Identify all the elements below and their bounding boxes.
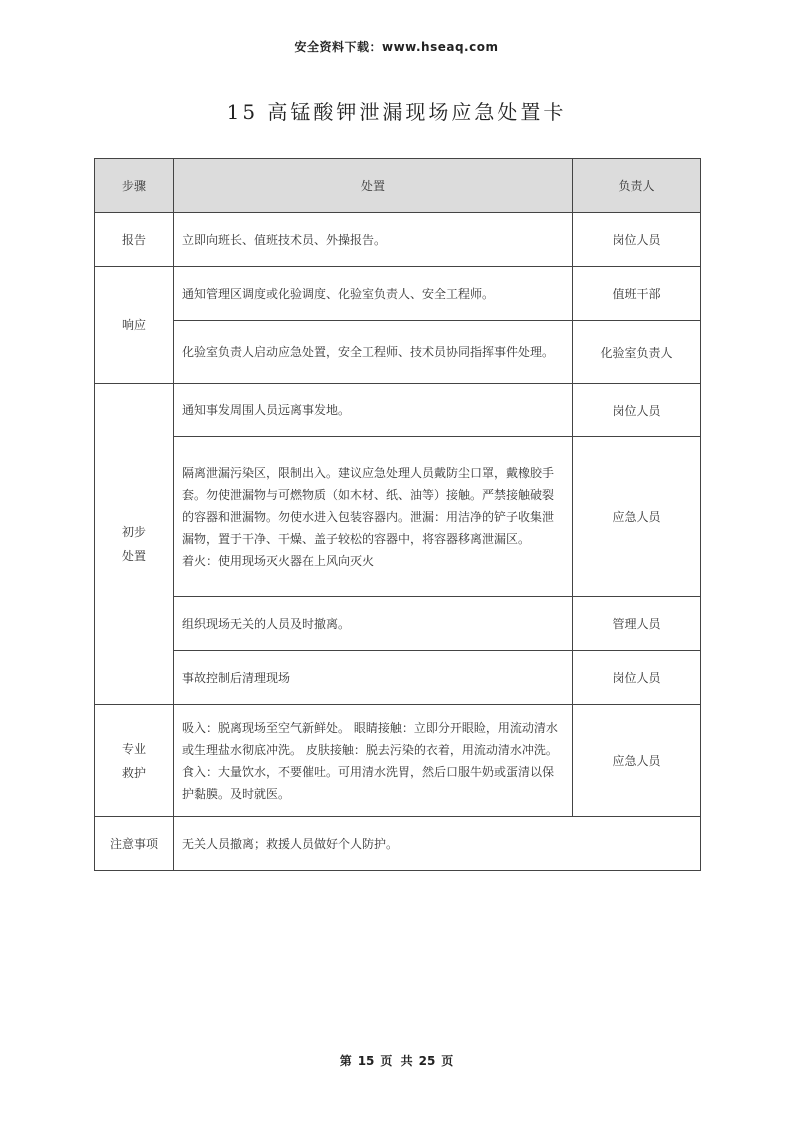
table-row xyxy=(95,597,701,651)
owner-cell: 岗位人员 xyxy=(573,651,701,705)
table-row xyxy=(95,437,701,597)
page-header-source: 安全资料下载：www.hseaq.com xyxy=(294,40,499,54)
table-row xyxy=(95,213,701,267)
action-cell: 立即向班长、值班技术员、外操报告。 xyxy=(174,213,573,267)
step-initial-line1: 初步 xyxy=(121,525,146,539)
footer-suffix: 页 xyxy=(441,1054,454,1068)
table-row xyxy=(95,384,701,437)
action-cell: 事故控制后清理现场 xyxy=(174,651,573,705)
owner-cell: 岗位人员 xyxy=(573,384,701,437)
step-response: 响应 xyxy=(95,267,174,384)
action-cell: 通知事发周围人员远离事发地。 xyxy=(174,384,573,437)
step-rescue-line2: 救护 xyxy=(121,765,146,780)
column-header-step: 步骤 xyxy=(95,159,174,213)
table-row xyxy=(95,817,701,871)
step-professional-rescue xyxy=(95,705,174,817)
action-cell: 组织现场无关的人员及时撤离。 xyxy=(174,597,573,651)
page-title: 15 高锰酸钾泄漏现场应急处置卡 xyxy=(226,100,567,124)
footer-total: 25 xyxy=(418,1054,436,1068)
table-row xyxy=(95,321,701,384)
step-initial-line2: 处置 xyxy=(121,549,146,563)
owner-cell: 应急人员 xyxy=(573,705,701,817)
table-row xyxy=(95,705,701,817)
table-row xyxy=(95,267,701,321)
step-report: 报告 xyxy=(95,213,174,267)
step-notes: 注意事项 xyxy=(95,817,174,871)
action-cell: 化验室负责人启动应急处置，安全工程师、技术员协同指挥事件处理。 xyxy=(174,321,573,384)
owner-cell: 化验室负责人 xyxy=(573,321,701,384)
footer-prefix: 第 xyxy=(339,1054,352,1068)
action-cell: 通知管理区调度或化验调度、化验室负责人、安全工程师。 xyxy=(174,267,573,321)
step-rescue-line1: 专业 xyxy=(121,741,146,756)
isolation-text: 隔离泄漏污染区，限制出入。建议应急处理人员戴防尘口罩，戴橡胶手套。勿使泄漏物与可燃物质（如木材、纸、油等）接触。严禁接触破裂的容器和泄漏物。勿使水进入包装容器内。泄漏：用洁净的铲子收集泄漏物，置于干净、干燥、盖子较松的容器中，将容器移离泄漏区。 xyxy=(182,465,555,546)
table-row xyxy=(95,651,701,705)
owner-cell: 应急人员 xyxy=(573,437,701,597)
action-cell xyxy=(174,437,573,597)
owner-cell: 值班干部 xyxy=(573,267,701,321)
owner-cell: 管理人员 xyxy=(573,597,701,651)
column-header-owner: 负责人 xyxy=(573,159,701,213)
footer-page: 15 xyxy=(357,1054,375,1068)
step-initial-response xyxy=(95,384,174,705)
emergency-card-table xyxy=(94,158,701,871)
fire-instruction: 着火：使用现场灭火器在上风向灭火 xyxy=(182,553,375,568)
page-number-footer xyxy=(0,1052,793,1069)
table-header-row xyxy=(95,159,701,213)
notes-text: 无关人员撤离；救援人员做好个人防护。 xyxy=(174,817,701,871)
action-cell: 吸入：脱离现场至空气新鲜处。 眼睛接触：立即分开眼睑，用流动清水或生理盐水彻底冲洗。 皮肤接触：脱去污染的衣着，用流动清水冲洗。 食入：大量饮水，不要催吐。可用清水洗胃，然后口服牛奶或蛋清以保护黏膜。及时就医。 xyxy=(174,705,573,817)
owner-cell: 岗位人员 xyxy=(573,213,701,267)
footer-middle: 页 共 xyxy=(380,1054,413,1068)
column-header-action: 处置 xyxy=(174,159,573,213)
